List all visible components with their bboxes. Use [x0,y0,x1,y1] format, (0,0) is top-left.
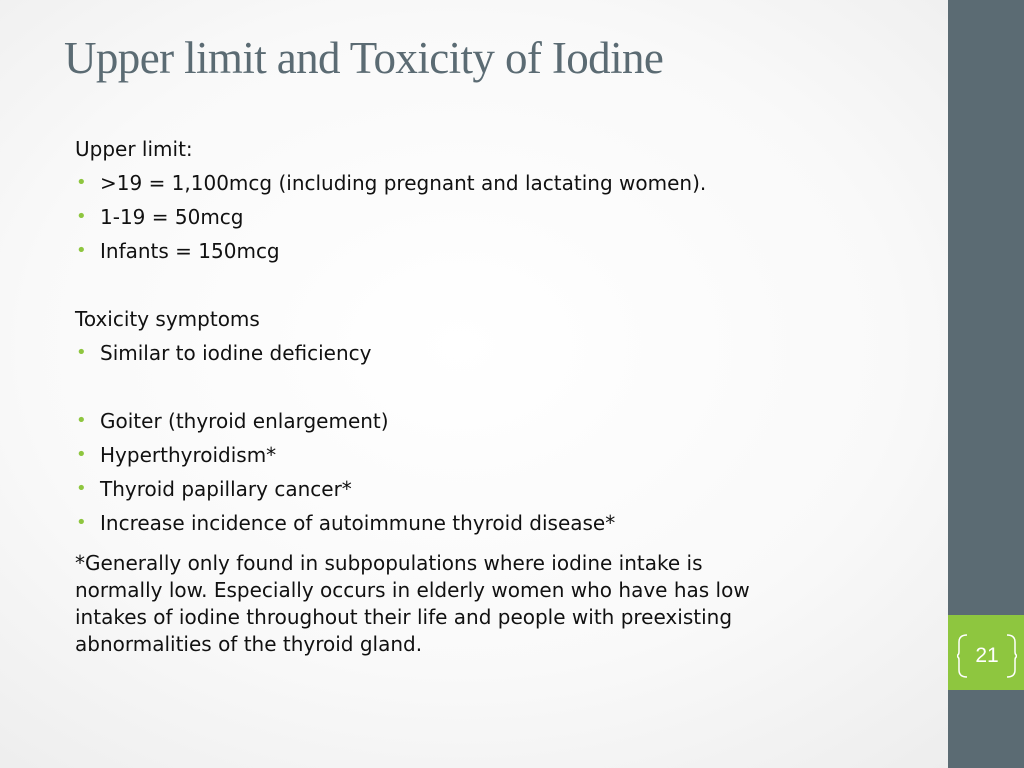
footnote-line: normally low. Especially occurs in elderly women who have has low [75,578,750,602]
toxicity-item [75,472,935,506]
toxicity-item [75,404,935,438]
upper-limit-text: Infants = 150mcg [100,239,280,263]
bullet-icon: • [76,444,87,465]
slide-title: Upper limit and Toxicity of Iodine [64,33,664,83]
toxicity-text: Goiter (thyroid enlargement) [100,409,389,433]
upper-limit-text: 1-19 = 50mcg [100,205,244,229]
toxicity-text: Thyroid papillary cancer* [100,477,352,501]
slide-content [75,132,935,658]
toxicity-text: Similar to iodine deficiency [100,341,372,365]
bullet-icon: • [76,342,87,363]
bullet-icon: • [76,512,87,533]
upper-limit-item [75,234,935,268]
bullet-icon: • [76,478,87,499]
bullet-icon: • [76,172,87,193]
footnote [75,550,935,658]
toxicity-item [75,506,935,540]
upper-limit-text: >19 = 1,100mcg (including pregnant and lactating women). [100,171,707,195]
bullet-icon: • [76,206,87,227]
bullet-icon: • [76,240,87,261]
toxicity-item [75,336,935,370]
bullet-icon: • [76,410,87,431]
spacer [75,370,935,404]
upper-limit-item [75,200,935,234]
page-number: 21 [975,644,999,667]
toxicity-item [75,438,935,472]
footnote-line: abnormalities of the thyroid gland. [75,632,423,656]
upper-limit-item [75,166,935,200]
footnote-line: *Generally only found in subpopulations where iodine intake is [75,551,703,575]
footnote-line: intakes of iodine throughout their life and people with preexisting [75,605,733,629]
toxicity-heading: Toxicity symptoms [75,307,260,331]
toxicity-text: Increase incidence of autoimmune thyroid disease* [100,511,616,535]
upper-limit-heading: Upper limit: [75,137,193,161]
toxicity-text: Hyperthyroidism* [100,443,277,467]
spacer [75,268,935,302]
